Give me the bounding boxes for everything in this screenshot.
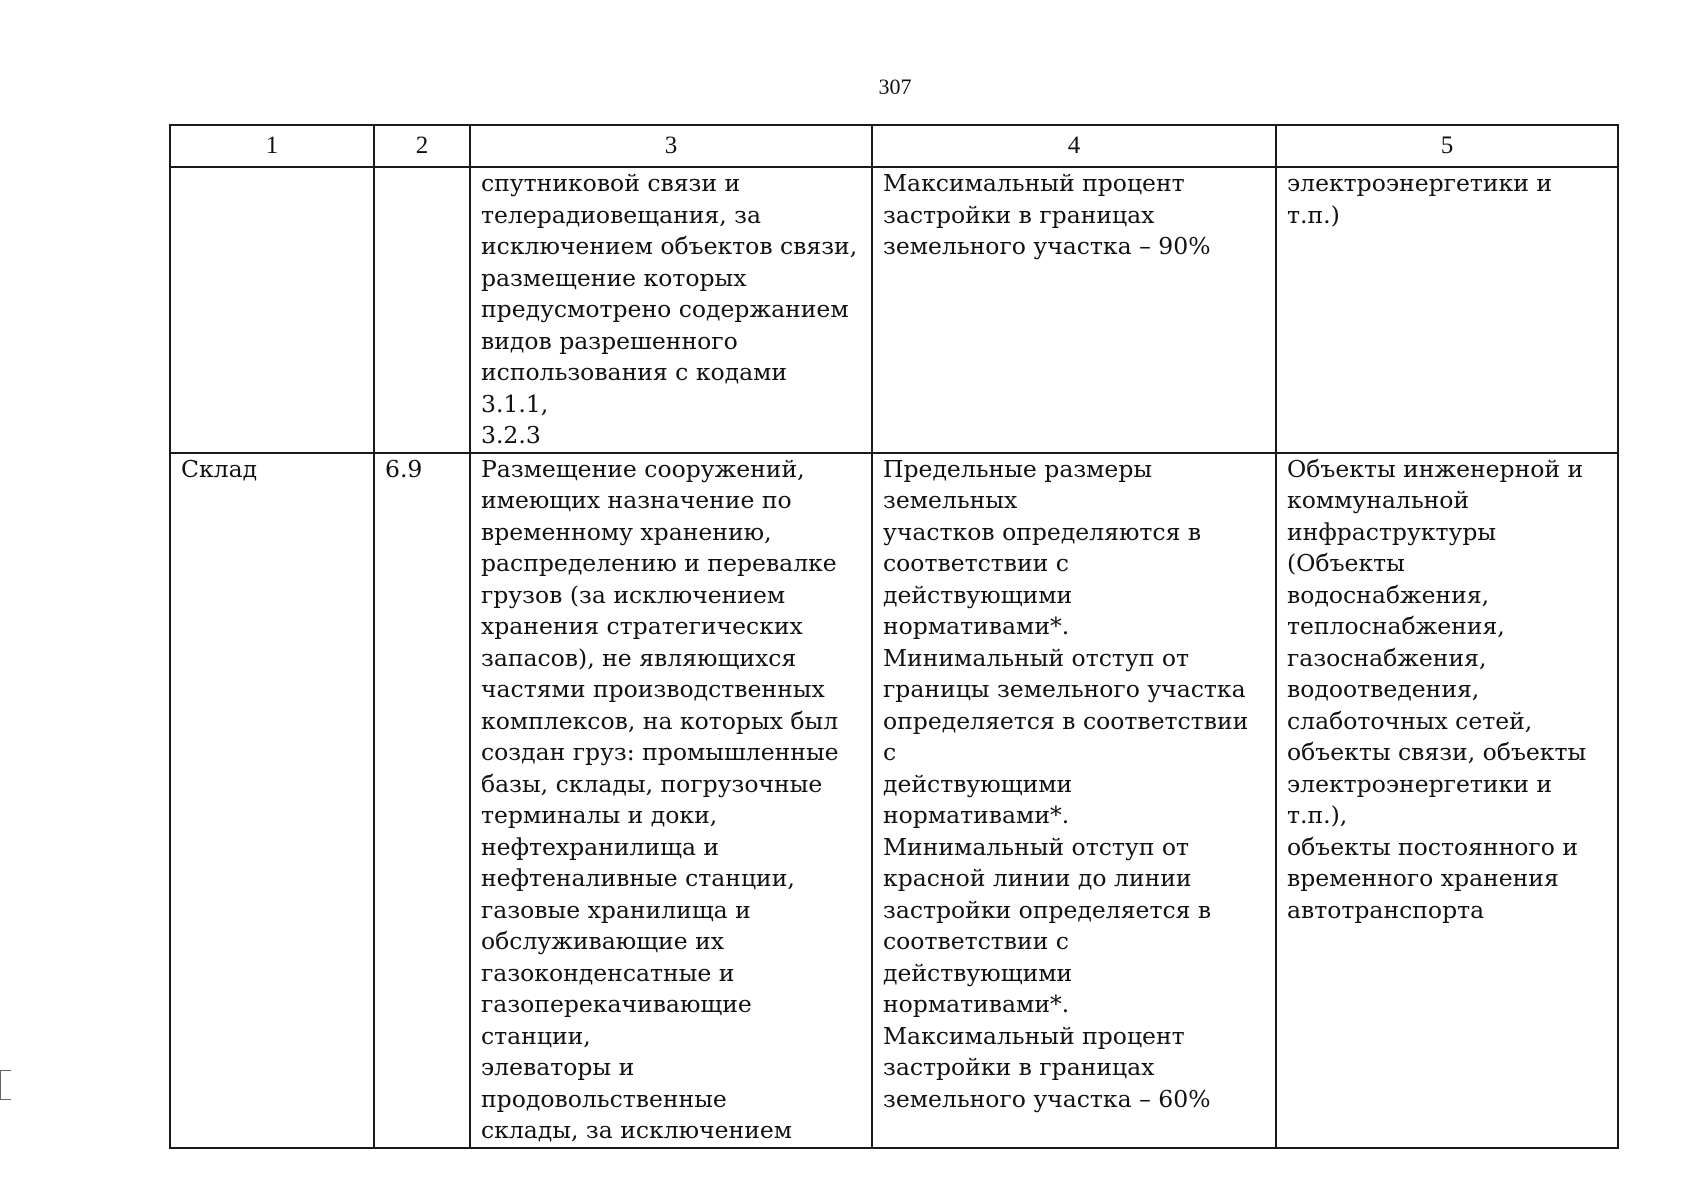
use-description-text: Размещение сооружений, имеющих назначение по временному хранению, распределению и перевалке грузов (за исключением хранения стратегических запасов), не являющихся частями производственных комплексов, на которых был создан груз: промышленные базы, склады, погрузочные терминалы и доки, нефтехранилища и нефтеналивные станции, газовые хранилища и обслуживающие их газоконденсатные и газоперекачивающие станции, элеваторы и продовольственные склады, за исключением	[481, 454, 839, 1144]
table-header-row	[170, 125, 1618, 167]
column-header-5: 5	[1276, 125, 1618, 167]
column-header-2: 2	[374, 125, 470, 167]
cell-use-code	[374, 167, 470, 453]
column-header-4: 4	[872, 125, 1276, 167]
use-code-text: 6.9	[385, 454, 423, 483]
parameters-text: Предельные размеры земельных участков определяются в соответствии с действующими нормативами*. Минимальный отступ от границы земельного участка определяется в соответствии с действующими нормативами*. Минимальный отступ от красной линии до линии застройки определяется в соответствии с действующими нормативами*. Максимальный процент застройки в границах земельного участка – 60%	[883, 454, 1249, 1113]
parameters-text: Максимальный процент застройки в границах земельного участка – 90%	[883, 169, 1211, 260]
cell-parameters	[872, 453, 1276, 1148]
column-header-1: 1	[170, 125, 374, 167]
use-description-text: спутниковой связи и телерадиовещания, за исключением объектов связи, размещение которых предусмотрено содержанием видов разрешенного использования с кодами 3.1.1, 3.2.3	[481, 169, 858, 449]
regulations-table	[169, 124, 1619, 1149]
cell-auxiliary	[1276, 167, 1618, 453]
scan-margin-mark	[0, 1070, 11, 1100]
cell-parameters	[872, 167, 1276, 453]
cell-use-name	[170, 453, 374, 1148]
use-name-text: Склад	[181, 454, 258, 483]
cell-use-name	[170, 167, 374, 453]
page-number: 307	[878, 74, 912, 99]
cell-auxiliary	[1276, 453, 1618, 1148]
table-row	[170, 167, 1618, 453]
cell-use-code	[374, 453, 470, 1148]
cell-use-description	[470, 453, 872, 1148]
auxiliary-text: электроэнергетики и т.п.)	[1287, 169, 1553, 229]
cell-use-description	[470, 167, 872, 453]
auxiliary-text: Объекты инженерной и коммунальной инфраструктуры (Объекты водоснабжения, теплоснабжения, газоснабжения, водоотведения, слаботочных сетей, объекты связи, объекты электроэнергетики и т.п.), объекты постоянного и временного хранения автотранспорта	[1287, 454, 1587, 924]
table-row	[170, 453, 1618, 1148]
column-header-3: 3	[470, 125, 872, 167]
